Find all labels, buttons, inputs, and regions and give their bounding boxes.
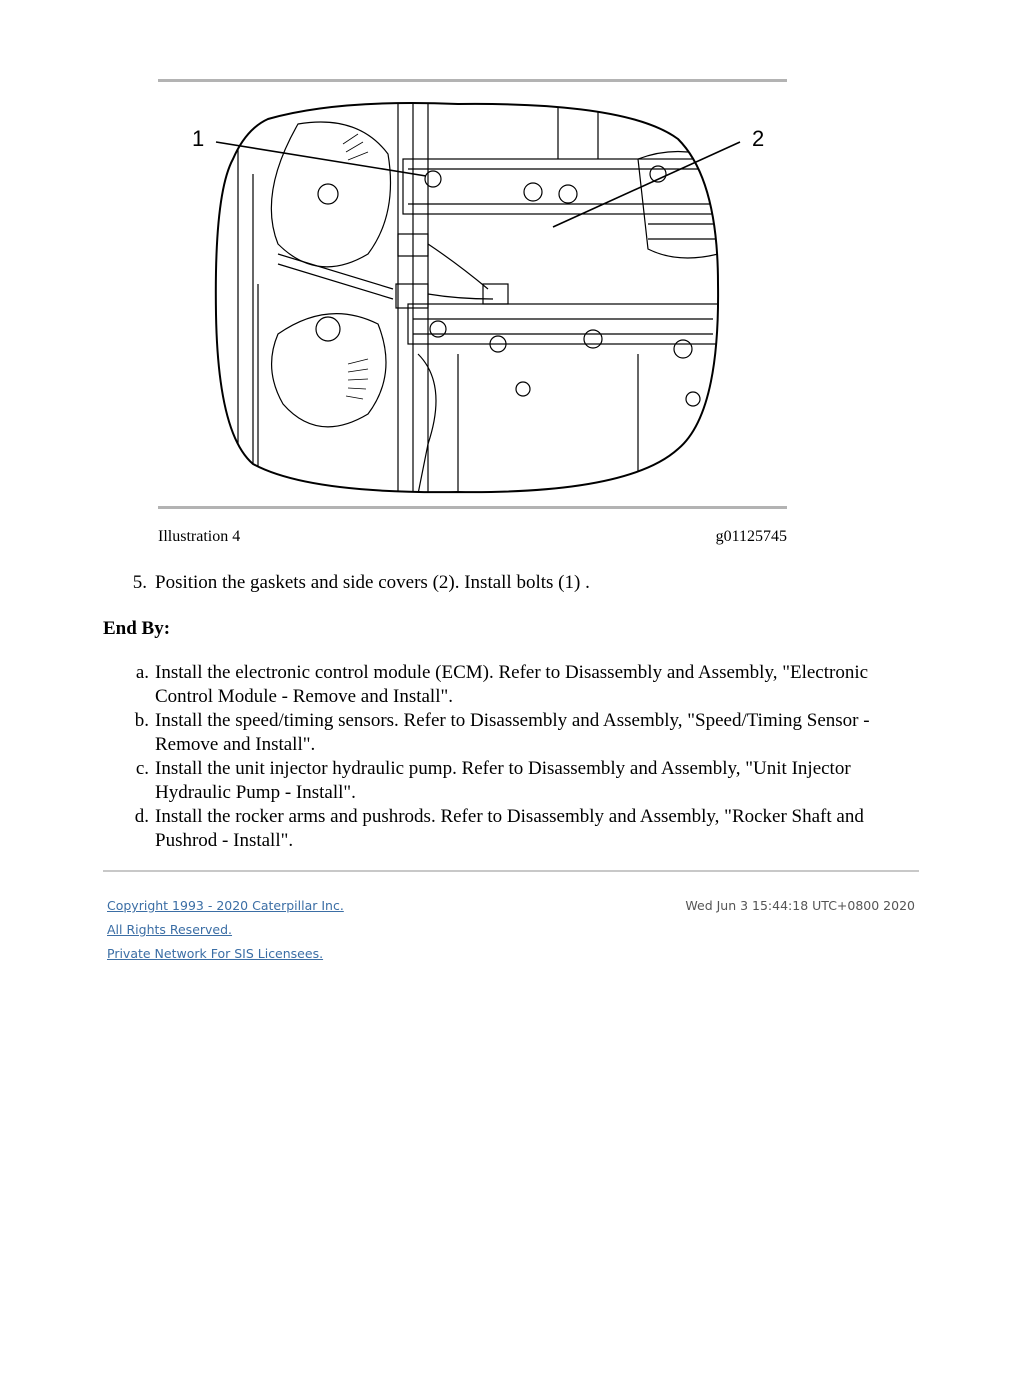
figure-caption: Illustration 4 bbox=[158, 528, 241, 545]
list-item-text: Install the speed/timing sensors. Refer to Disassembly and Assembly, "Speed/Timing Sensor - Remove and Install". bbox=[155, 710, 870, 755]
list-marker: d. bbox=[134, 806, 149, 827]
rights-link[interactable]: All Rights Reserved. bbox=[107, 922, 233, 937]
list-item bbox=[103, 661, 918, 709]
timestamp: Wed Jun 3 15:44:18 UTC+0800 2020 bbox=[685, 898, 915, 913]
step-5 bbox=[103, 572, 590, 594]
figure-id: g01125745 bbox=[715, 528, 787, 545]
footer bbox=[107, 894, 915, 966]
list-item bbox=[103, 709, 918, 757]
end-by-list bbox=[103, 661, 918, 853]
callout-2-label: 2 bbox=[752, 126, 765, 151]
end-by-heading: End By: bbox=[103, 618, 171, 639]
list-item-text: Install the unit injector hydraulic pump. Refer to Disassembly and Assembly, "Unit Injector Hydraulic Pump - Install". bbox=[155, 758, 851, 803]
callout-1-leader bbox=[216, 142, 426, 176]
list-item-text: Install the electronic control module (ECM). Refer to Disassembly and Assembly, "Electronic Control Module - Remove and Install". bbox=[155, 662, 869, 707]
step-text: Position the gaskets and side covers (2). Install bolts (1) . bbox=[155, 572, 590, 593]
figure-top-rule bbox=[158, 79, 787, 82]
step-number: 5. bbox=[132, 572, 147, 593]
engine-illustration bbox=[158, 84, 787, 504]
list-item bbox=[103, 757, 918, 805]
list-marker: b. bbox=[134, 710, 149, 731]
copyright-link[interactable]: Copyright 1993 - 2020 Caterpillar Inc. bbox=[107, 898, 344, 913]
list-item bbox=[103, 805, 918, 853]
list-item-text: Install the rocker arms and pushrods. Refer to Disassembly and Assembly, "Rocker Shaft and Pushrod - Install". bbox=[155, 806, 864, 851]
callout-1-label: 1 bbox=[192, 126, 205, 151]
list-marker: c. bbox=[135, 758, 149, 779]
footer-divider bbox=[103, 870, 919, 872]
network-link[interactable]: Private Network For SIS Licensees. bbox=[107, 946, 324, 961]
list-marker: a. bbox=[135, 662, 149, 683]
figure-bottom-rule bbox=[158, 506, 787, 509]
